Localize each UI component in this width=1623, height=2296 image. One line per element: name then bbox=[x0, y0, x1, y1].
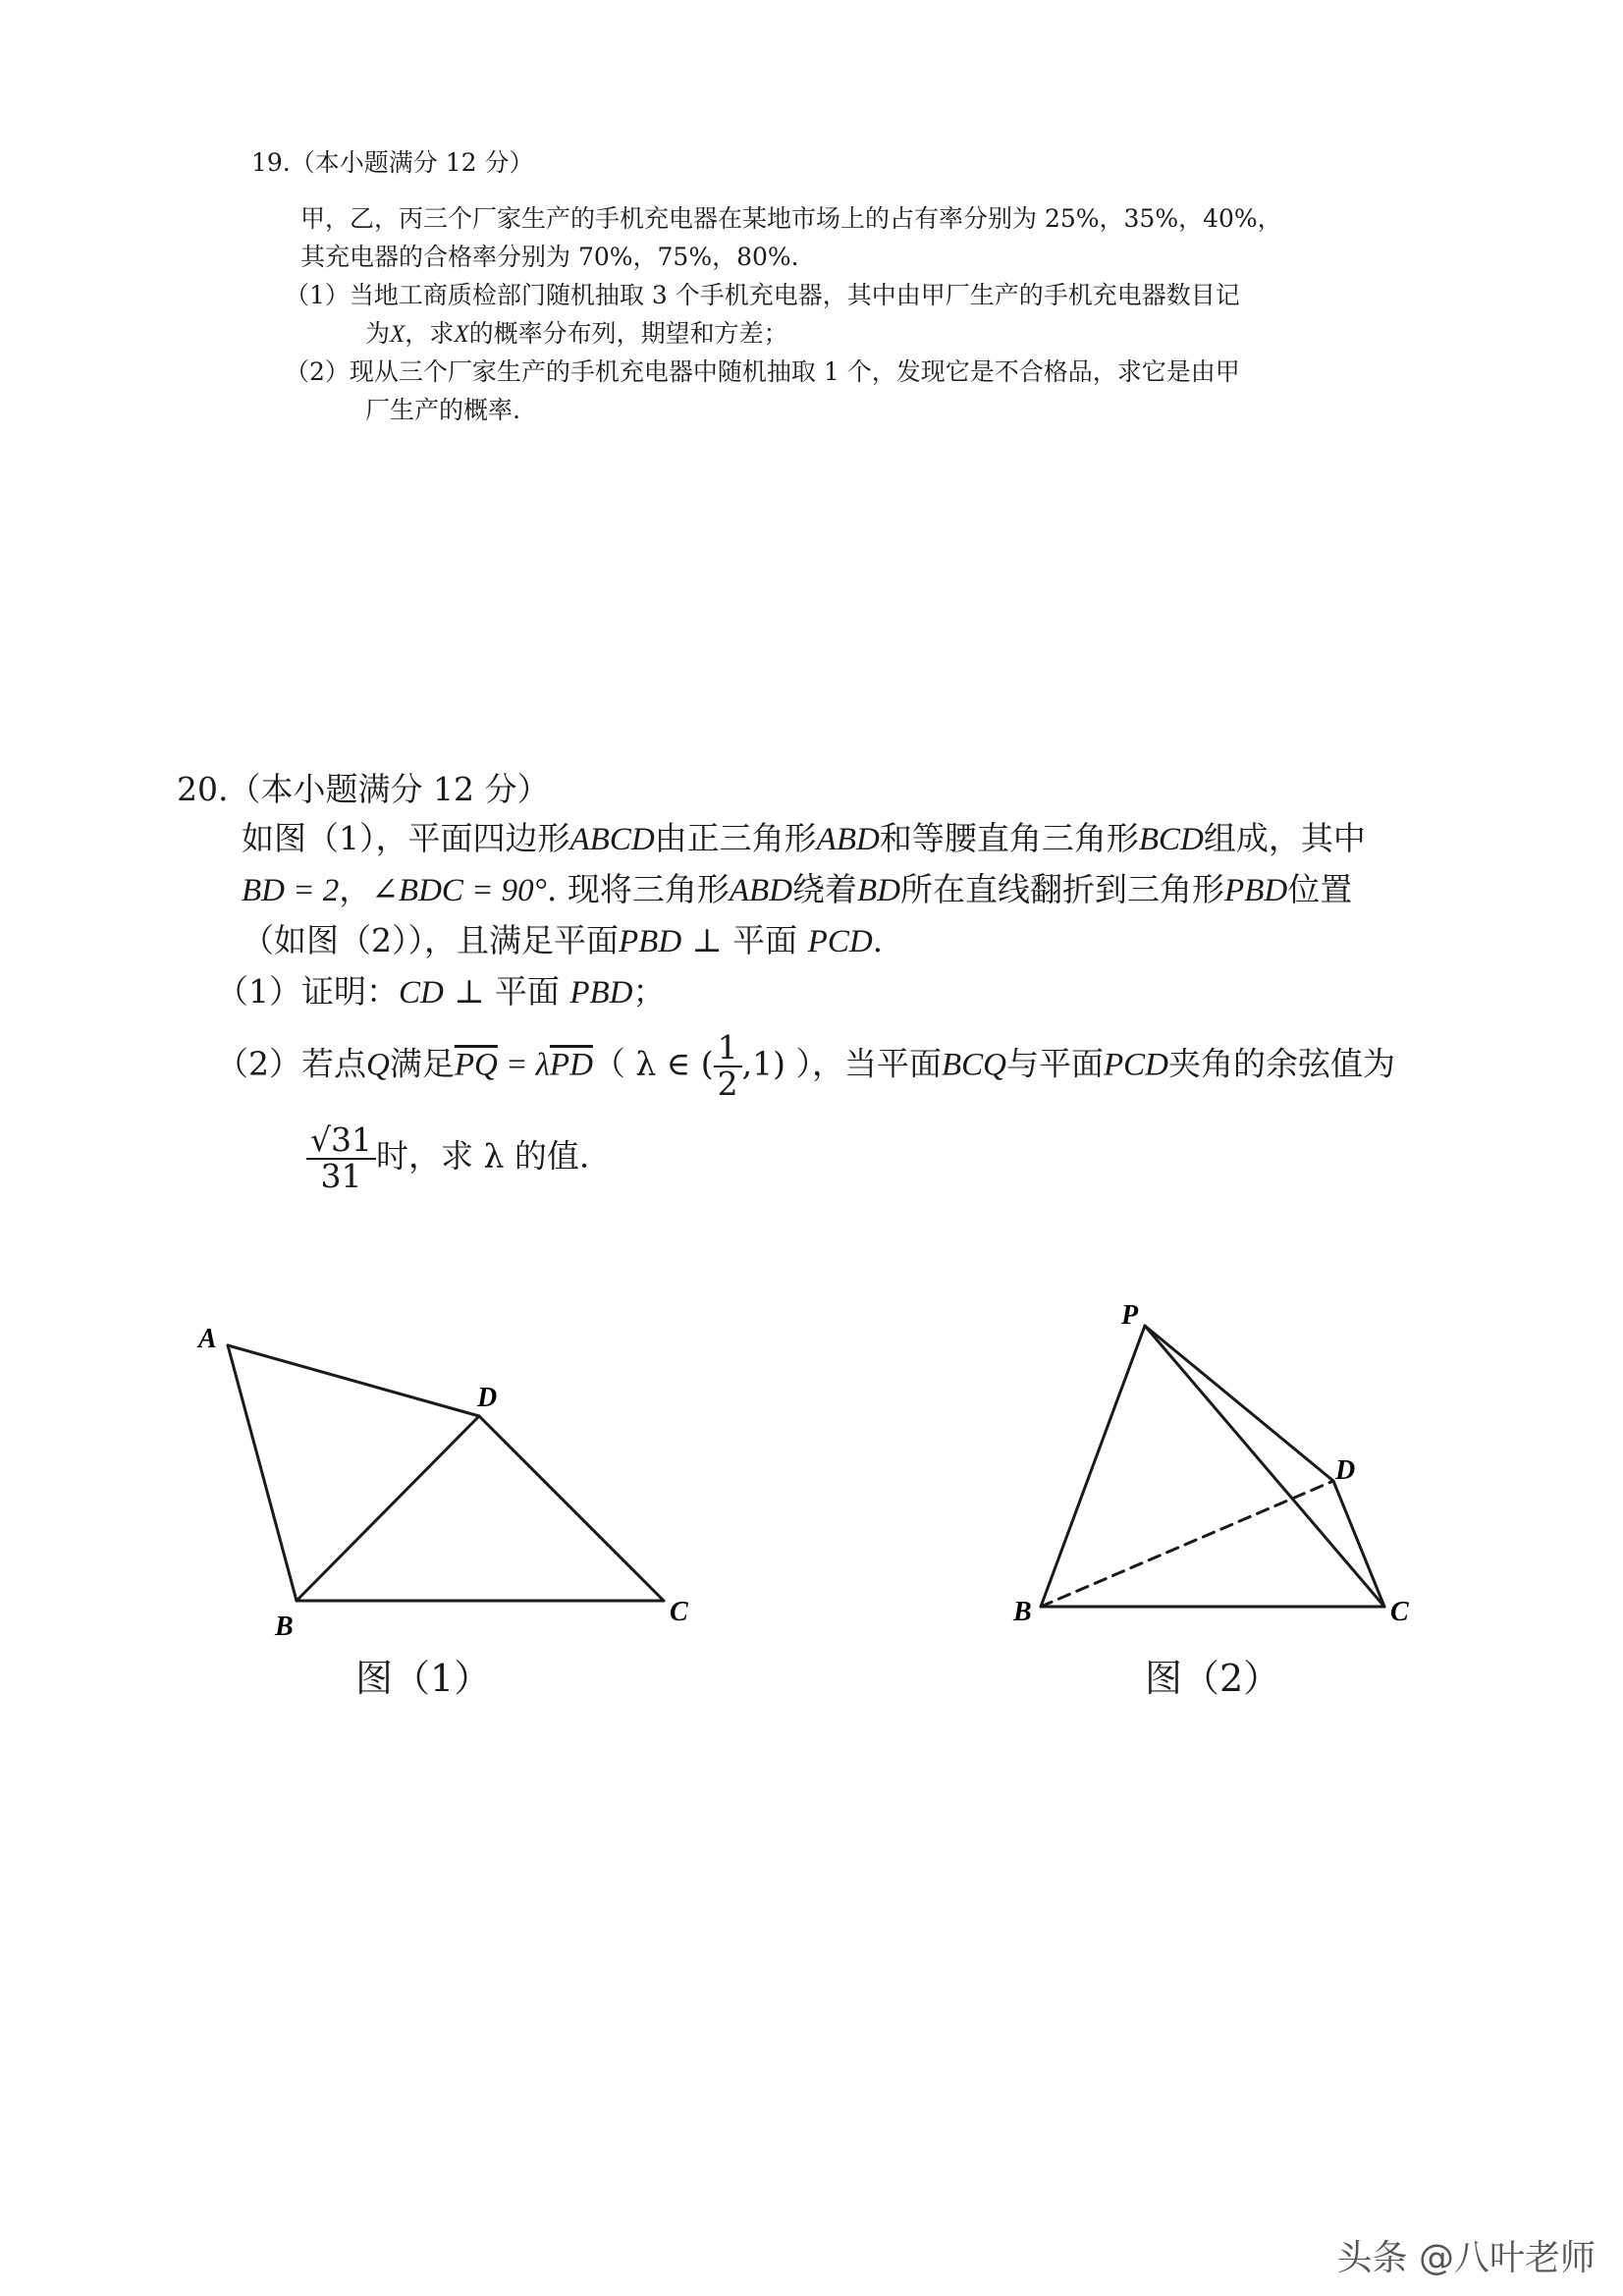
var-x: X bbox=[454, 321, 469, 348]
q20-text: ； bbox=[632, 972, 666, 1011]
q20-line1 bbox=[242, 813, 1366, 865]
q20-text: 如图（1），平面四边形 bbox=[242, 819, 570, 857]
edge-bd bbox=[297, 1416, 479, 1601]
math-pbd: PBD bbox=[569, 975, 633, 1011]
q20-text: 位置 bbox=[1287, 870, 1353, 908]
q20-text: ,1) ），当平面 bbox=[741, 1044, 942, 1083]
q19-text: 的概率分布列，期望和方差； bbox=[468, 319, 788, 348]
fraction-cosine-value bbox=[306, 1123, 376, 1193]
q20-text: . bbox=[872, 921, 884, 959]
q20-text: 与平面 bbox=[1005, 1044, 1104, 1083]
vertex-label-a: A bbox=[198, 1324, 217, 1354]
fraction-denominator: 31 bbox=[320, 1156, 362, 1195]
figure-2 bbox=[1001, 1286, 1463, 1660]
q20-text: 组成，其中 bbox=[1203, 819, 1366, 857]
edge-ab bbox=[228, 1345, 297, 1601]
q19-part2-line1: （2）现从三个厂家生产的手机充电器中随机抽取 1 个，发现它是不合格品，求它是由甲 bbox=[285, 357, 1240, 386]
math-bd-eq: BD = 2 bbox=[242, 873, 340, 908]
q20-text: 绕着 bbox=[792, 870, 858, 908]
vertex-label-p: P bbox=[1121, 1300, 1139, 1331]
q19-intro-line1: 甲，乙，丙三个厂家生产的手机充电器在某地市场上的占有率分别为 25%，35%，40%， bbox=[300, 204, 1282, 233]
math-tri-bcd: BCD bbox=[1138, 822, 1204, 857]
vertex-label-d: D bbox=[477, 1383, 498, 1413]
math-pbd: PBD bbox=[1224, 873, 1288, 908]
figure-1-edges bbox=[228, 1345, 664, 1601]
watermark: 头条 @八叶老师 bbox=[1336, 2238, 1596, 2278]
q20-text: （2）若点 bbox=[216, 1044, 366, 1083]
edge-dc bbox=[479, 1416, 664, 1601]
fraction-numerator: 1 bbox=[714, 1031, 742, 1067]
q20-text: 所在直线翻折到三角形 bbox=[900, 870, 1225, 908]
math-bd: BD bbox=[857, 873, 901, 908]
math-abd: ABD bbox=[729, 873, 793, 908]
q20-text: 和等腰直角三角形 bbox=[879, 819, 1139, 857]
math-cd: CD bbox=[399, 975, 444, 1011]
vertex-label-c: C bbox=[1390, 1597, 1409, 1627]
edge-dc bbox=[1333, 1481, 1384, 1607]
vertex-label-c: C bbox=[670, 1597, 688, 1627]
vertex-label-b: B bbox=[275, 1612, 294, 1642]
q20-text: （1）证明： bbox=[216, 972, 399, 1011]
q19-text: 为 bbox=[365, 319, 391, 348]
q19-part2-line2: 厂生产的概率. bbox=[365, 396, 520, 424]
q20-text: 由正三角形 bbox=[654, 819, 817, 857]
fraction-denominator: 2 bbox=[717, 1064, 738, 1103]
math-eq-lambda: = λ bbox=[497, 1047, 550, 1083]
vector-pd: $\overline{PD}$ bbox=[549, 1047, 593, 1083]
q20-text: 时，求 λ 的值. bbox=[376, 1136, 590, 1175]
q20-part1 bbox=[216, 966, 666, 1018]
figure-1-caption: 图（1） bbox=[355, 1657, 492, 1700]
q20-text: . 现将三角形 bbox=[546, 870, 730, 908]
q20-text: ⊥ 平面 bbox=[681, 921, 808, 959]
figure-1 bbox=[177, 1296, 727, 1669]
q20-text: ⊥ 平面 bbox=[443, 972, 570, 1011]
edge-pb bbox=[1041, 1326, 1145, 1607]
q19-text: ，求 bbox=[405, 319, 455, 348]
q20-line2 bbox=[242, 864, 1352, 916]
q20-part2-tail bbox=[306, 1123, 589, 1193]
q19-header: 19.（本小题满分 12 分） bbox=[251, 148, 534, 177]
q20-line3 bbox=[242, 915, 883, 967]
q20-text: （如图（2）），且满足平面 bbox=[242, 921, 619, 959]
fraction-numerator: √31 bbox=[306, 1123, 376, 1160]
q20-text: 夹角的余弦值为 bbox=[1167, 1044, 1395, 1083]
q19-intro-line2: 其充电器的合格率分别为 70%，75%，80%. bbox=[300, 243, 799, 271]
q20-text: ， bbox=[339, 870, 372, 908]
edge-ad bbox=[228, 1345, 479, 1416]
math-pcd: PCD bbox=[807, 924, 873, 959]
var-x: X bbox=[390, 321, 406, 348]
figure-2-edges bbox=[1041, 1326, 1384, 1607]
math-bcq: BCQ bbox=[941, 1047, 1006, 1083]
q20-header: 20.（本小题满分 12 分） bbox=[177, 770, 550, 808]
q20-text: 满足 bbox=[389, 1044, 455, 1083]
q20-text: （ λ ∈ ( bbox=[592, 1044, 714, 1083]
vertex-label-d: D bbox=[1335, 1455, 1356, 1486]
vector-pq: $\overline{PQ}$ bbox=[454, 1047, 498, 1083]
math-pbd: PBD bbox=[619, 924, 682, 959]
math-pcd: PCD bbox=[1103, 1047, 1168, 1083]
math-q: Q bbox=[366, 1047, 390, 1083]
q19-part1-line1: （1）当地工商质检部门随机抽取 3 个手机充电器，其中由甲厂生产的手机充电器数目记 bbox=[285, 281, 1240, 309]
edge-bd-hidden bbox=[1041, 1481, 1333, 1607]
vertex-label-b: B bbox=[1013, 1597, 1032, 1627]
math-quad: ABCD bbox=[569, 822, 655, 857]
fraction-half bbox=[714, 1028, 742, 1103]
q19-part1-line2 bbox=[365, 314, 788, 354]
math-angle-bdc: ∠BDC = 90° bbox=[371, 873, 547, 908]
figure-2-caption: 图（2） bbox=[1145, 1657, 1281, 1700]
math-tri-abd: ABD bbox=[816, 822, 880, 857]
edge-pd bbox=[1145, 1326, 1333, 1481]
q20-part2 bbox=[216, 1028, 1395, 1103]
